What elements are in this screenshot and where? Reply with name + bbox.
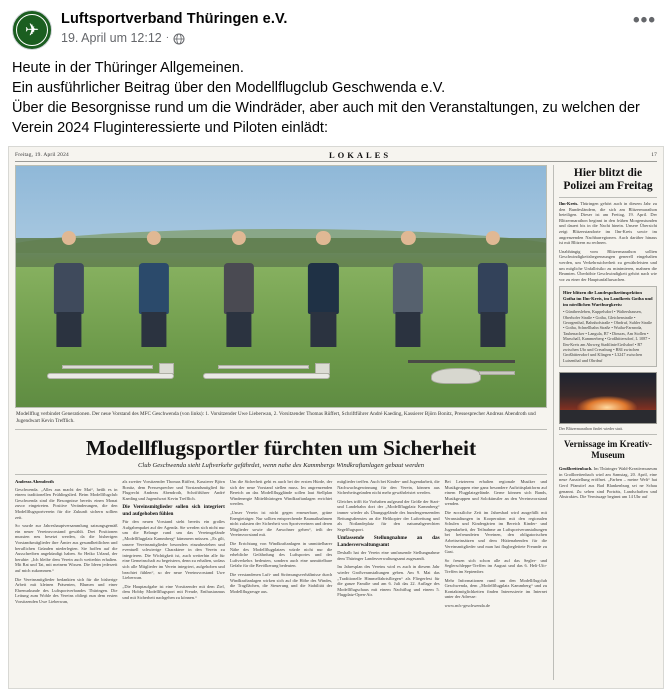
sidebar-headline: Hier blitzt die Polizei am Freitag xyxy=(559,165,657,198)
article-subhead: Umfassende Stellungnahme an das Landesverwaltungsamt xyxy=(337,535,440,548)
sidebar-box-title: Hier blitzen die Landespolizeiinspektion Gotha im Ilm-Kreis, im Landkreis Gotha und im nördlichen Wartburgkreis: xyxy=(563,290,653,307)
newspaper-page-image[interactable] xyxy=(8,146,664,689)
masthead-divider xyxy=(15,161,657,162)
post-header xyxy=(0,0,672,54)
article-column-2 xyxy=(122,479,224,689)
page-name[interactable]: Luftsportverband Thüringen e.V. xyxy=(61,11,288,27)
article-headline: Modellflugsportler fürchten um Sicherheit xyxy=(85,436,477,460)
sidebar-paragraph: Unabhängig vom Blitzermarathon sollten Geschwindigkeitsbegrenzungen generell eingehalten werden, um Verkehrssicherheit zu gewährleisten und um mögliche Unfallrisiko zu minimieren, mahnen die Beamten. Überhöhte Geschwindigkeit gehört nach wie vor zu einer der Hauptunfallursachen. xyxy=(559,248,657,282)
model-airplane-icon xyxy=(47,359,174,389)
article-paragraph: Bei Letzterem erhalten regionale Musiker und Musikgruppen eine ganz besondere Auftrittsplattform auf einem Flugplatzgelände. Gerne können sich Bands, Musikgruppen und Solokünstler an den Vereinsvorstand wenden. xyxy=(444,479,547,507)
sidebar-box-items: • Günthersleben, Kuppelsdorf • Waltershausen, Oberhofer Straße • Gotha, Gleichenstraße • Georgenthal, Bahnhofstraße • Ohrdruf, Suhler Straße • Gotha, Schnellbahn Straße • Wutha-Farnroda, Taubenacker • Langula, B7 • Dinsras, Am Stollen • Marschall, Kammerberg • Großbittersdorf, L 1087 • Ilm-Kreis am Ahrweg Stadtlinie/Geilsdorf • B7 zwischen Ufo und Creuzburg • B84 zwischen Großbittersdorf und Klingen • L3247 zwischen Luisenthal und Ohrdruf xyxy=(563,309,652,363)
post-timestamp[interactable]: 19. April um 12:12 xyxy=(61,31,162,45)
newspaper-main-column xyxy=(15,165,547,680)
model-helicopter-icon xyxy=(408,360,515,387)
article-paragraph: mitglieder treffen. Auch bei Kinder- und Jugendarbeit, die Nachwuchsgewinnung für den Verein, können aus Sicherheitsgründen nicht mehr gewährleistet werden. xyxy=(337,479,440,496)
post-message xyxy=(0,54,672,144)
article-byline: Andreas Abendroth xyxy=(15,479,54,484)
article-paragraph: So freuen sich schon alle auf das Segler- und Seglerschleppe-Treffen im August und das 6. Heli-Ufo-Treffen im September. xyxy=(444,557,547,574)
article-paragraph: Im Jahresplan des Vereins wird es auch in diesem Jahr wieder Großveranstaltungen geben. Am 9. Mai das „Traditionelle Himmelfahrtsfliegen“ als Fliegerfest für die ganze Familie und am 6. Juli das 22. Auflage des Modellflugschaus mit einem Nachtflug und einem 5. Flugplatz-Open-Air. xyxy=(337,564,440,598)
article-paragraph: als zweiter Vorsitzender Thomas Rüffert, Kassierer Björn Bonitz, dem Pressesprecher und Vorstandsmitglied für Flugrecht Andreas Abendroth, Schriftführer André Kaeding und Jugendwart Kevin Trefflich. xyxy=(122,479,225,501)
article-body-columns xyxy=(15,475,547,689)
sidebar-paragraph xyxy=(559,198,657,246)
sidebar-paragraph xyxy=(559,463,657,500)
article-paragraph: Gleiches trifft für Vorhaben aufgrund der Größe der Start- und Landebahn dort der „Modellflugplatz Kammberg“ immer wieder als Übungsgelände des bundesgrenzenden Rettungsdienstes an die Helikopter der Luftrettung und als Notlandeplatz für den naturnahgerechten Segelflugsport. xyxy=(337,498,440,532)
photo-model-aircraft-row xyxy=(37,327,525,394)
article-paragraph: Die восьtliche Zeit im Jahresbad wird ausgefüllt mit Veranstaltungen in Kooperation mit den regionalen Schulen und Kindergärten im Bereich Kinder- und Jugendarbeit, der Teilnahme an Luftsportveranstaltungen bei befreundeten Vereinen, den obligatorischen Arbeitseinsätzen und dem Hüttenabenden für die Vereinsmitglieder und man hat flugbegleitete Freunde zu Gast. xyxy=(444,509,547,555)
photo-road xyxy=(560,410,656,423)
sidebar-photo xyxy=(559,372,657,424)
model-airplane-icon xyxy=(203,359,330,389)
article-paragraph: Die Errichtung von Windkraftanlagen in unmittelbarer Nähe des Modellflugplatzes würde nicht nur die erhebliche Gefährdung des Luftsportes und des Luftverkehrs bedeuten, sondern auch eine unmittelbare Gefahr für die Bevölkerung bedeuten. xyxy=(229,540,333,569)
article-paragraph: Für den neuen Vorstand steht bereits ein großes Aufgabenpaket auf der Agenda. Sie werden sich nicht nur um die Belange rund um das Vereinsgelände „Modellflugplatz Kammberg“ kümmern müssen. „Es gilt, unsere Vereinsmitglieder besonders einzubeziehen und eventuell schwierige Charaktere in den Verein zu integrieren. Die Wichtigkeit ist, auch weiterhin alle für eine Gemeinschaft zu begeistern, denn zu erhalten, sodass sich alle Mitglieder im Verein integriert, aufgehoben und beachtet fühlen“, so der neue Vereinsvorstand Uwe Lieberwan. xyxy=(122,519,225,581)
article-column-1 xyxy=(15,479,117,689)
article-photo xyxy=(15,165,547,408)
article-column-5 xyxy=(445,479,547,689)
article-paragraph: Deshalb hat der Verein eine umfassende Stellungnahme dem Thüringer Landesverwaltungsamt zugesandt. xyxy=(337,550,440,561)
post-line-2: Ein ausführlicher Beitrag über den Modellflugclub Geschwenda e.V. xyxy=(12,80,446,96)
post-meta xyxy=(61,30,629,46)
post-line-3: Über die Besorgnisse rund um die Windräder, aber auch mit den Veranstaltungen, zu welchen der Verein 2024 Fluginteressierte und Piloten einlädt: xyxy=(12,100,640,136)
article-paragraph: Die verstandenen Luft- und Strömungsverhältnisse durch Windkraftanlagen wirken sich auf die Höhe des Windes, die Tragflächen, die Steuerung und die Stabilität der Modellflugzeuge aus. xyxy=(229,571,333,594)
article-paragraph: So wurde zur Jahreshauptversammlung satzungsgemäß ein neuer Vereinsvorstand gewählt. Drei Positionen mussten neu besetzt werden, da die bisherigen Vorstandsmitglieder ihre Ämter aus gesundheitlichen und beruflichen Gründen niederlegten. Sie hoffen auf die Ausschreiben angekündigt haben. So Heiko Urland, der beruhte: „Ich bleibe dem Verein auch weiterhin erhalten. Mit Rat und Tat, mit meinem Wissen. Die Ideen jederzeit auf mich zukommen.“ xyxy=(15,523,118,573)
sidebar-speed-camera-box xyxy=(559,286,657,367)
newspaper-columns xyxy=(9,165,663,680)
article-paragraph: „Unser Verein ist nicht gegen erneuerbare, grüne Energieträger. Nur sollten entsprechende Baumaßnahmen nicht zulasten der Sicherheit von Sportvereinen und deren Mitglieder sowie die Anwohner gehen“, teilt der Vereinsvorstand mit. xyxy=(229,509,333,538)
article-column-4 xyxy=(337,479,439,689)
sidebar-second-headline: Vernissage im Kreativ-Museum xyxy=(564,439,652,460)
newspaper-masthead xyxy=(9,147,663,161)
post-line-1: Heute in der Thüringer Allgemeinen. xyxy=(12,60,244,76)
article-subhead: Die Vereinsmitglieder sollen sich integriert und aufgehoben fühlen xyxy=(122,504,225,517)
meta-separator-dot: · xyxy=(165,32,170,43)
newspaper-date: Freitag, 19. April 2024 xyxy=(15,152,69,158)
article-subheadline: Club Geschwenda sieht Luftverkehr gefährdet, wenn nahe des Kammbergs Windkraftanlagen gebaut werden xyxy=(15,462,547,475)
article-paragraph: Geschwenda. „Alles aus macht der Mai“, heißt es in einem traditionellen Frühlingslied. Beim Modellflugclub Geschwenda sind die Besorgnisse bereits einen Monat zuvor eingetreten. Positive Veränderungen, die den Modellflugsportverein für die Zukunft sichern sollten zeit. xyxy=(15,486,118,520)
article-paragraph: Die Vereinsmitglieder bedankten sich für die bisherige Arbeit mit kleinen Präsenten, Blumen und einer Ehrenurkunde des Luftsportverbandes Thüringen. Die Leitung zum Wohle des Vereins obliegt nun dem ersten Vorsitzenden Uwe Lieberwan, xyxy=(15,576,118,604)
sidebar-dateline-2: Großbreitenbach. xyxy=(559,466,593,472)
article-paragraph: „Die Hauptaufgabe ist eine Vorsitzender mit dem Ziel, dem Hobby Modellflugsport mit Freude, Enthusiasmus und mit Sicherheit nachgehen zu können.“ xyxy=(122,583,225,600)
article-website-link: www.mfc-geschwenda.de xyxy=(444,602,490,608)
article-paragraph: Mehr Informationen rund um den Modellflugclub Geschwenda, dem „Modellflugplatz Kammberg“ und zu Kontaktmöglichkeiten finden Interessierte im Internet unter der Adresse: xyxy=(444,577,547,600)
sidebar-tail-text: Im Thüringer Wald-Kreativmuseum in Großbreitenbach wird am Samstag, 20. April, eine neue Ausstellung eröffnet. „Farben – meine Welt“ hat Gerd Pfanstiel aus Bad Blankenburg sei ne Schau genannt. Zu sehen sind Porträts, Landschaften und Abstraktes. Die Vernissage beginnt um 14 Uhr auf xyxy=(559,466,657,500)
sidebar-dateline: Ilm-Kreis. xyxy=(559,201,579,206)
newspaper-section-title: LOKALES xyxy=(328,150,392,160)
post-header-text xyxy=(61,10,629,46)
sidebar-photo-caption: Der Blitzermarathon findet wieder statt. xyxy=(559,424,657,435)
newspaper-page-number: 17 xyxy=(651,152,657,158)
article-paragraph: Um die Sicherheit geht es auch bei der ersten Hürde, der sich der neue Vorstand stellen muss. Im angrenzenden Bereich an das Modellflugglände sollen laut Stellplan Windenergie Mittelthüringen Windkraftanlagen errichtet werden. xyxy=(229,479,333,507)
more-options-icon[interactable]: ••• xyxy=(633,10,656,31)
article-column-3 xyxy=(230,479,332,689)
photo-caption: Modellflug verbindet Generationen. Der neue Vorstand des MFC Geschwenda (von links): 1. Vorsitzender Uwe Lieberwan, 2. Vorsitzender Thomas Rüffert, Schriftführer André Kaeding, Kassierer Björn Bonitz, Pressesprecher Andreas Abendroth und Jugendwart Kevin Trefflich. xyxy=(15,408,547,430)
avatar[interactable] xyxy=(12,10,52,50)
club-logo-avatar: ✈ xyxy=(24,20,40,40)
globe-icon xyxy=(173,33,185,45)
sidebar-lead-text: Thüringen gehört auch in diesem Jahr zu den Bundesländern, die sich am Blitzermarathon beteiligen. Dieser ist am Freitag, 19. April. Der Blitzermarathon beginnt in den frühen Morgenstunden und dauert bis in die Nacht hinein. Unsere Übersicht zeigt Blitzerstandorte im Ilm-Kreis sowie im angrenzenden Nachbarregionen. Auch darüber hinaus ist mit Blitzern zu rechnen. xyxy=(559,201,657,246)
newspaper-sidebar-column xyxy=(553,165,657,680)
